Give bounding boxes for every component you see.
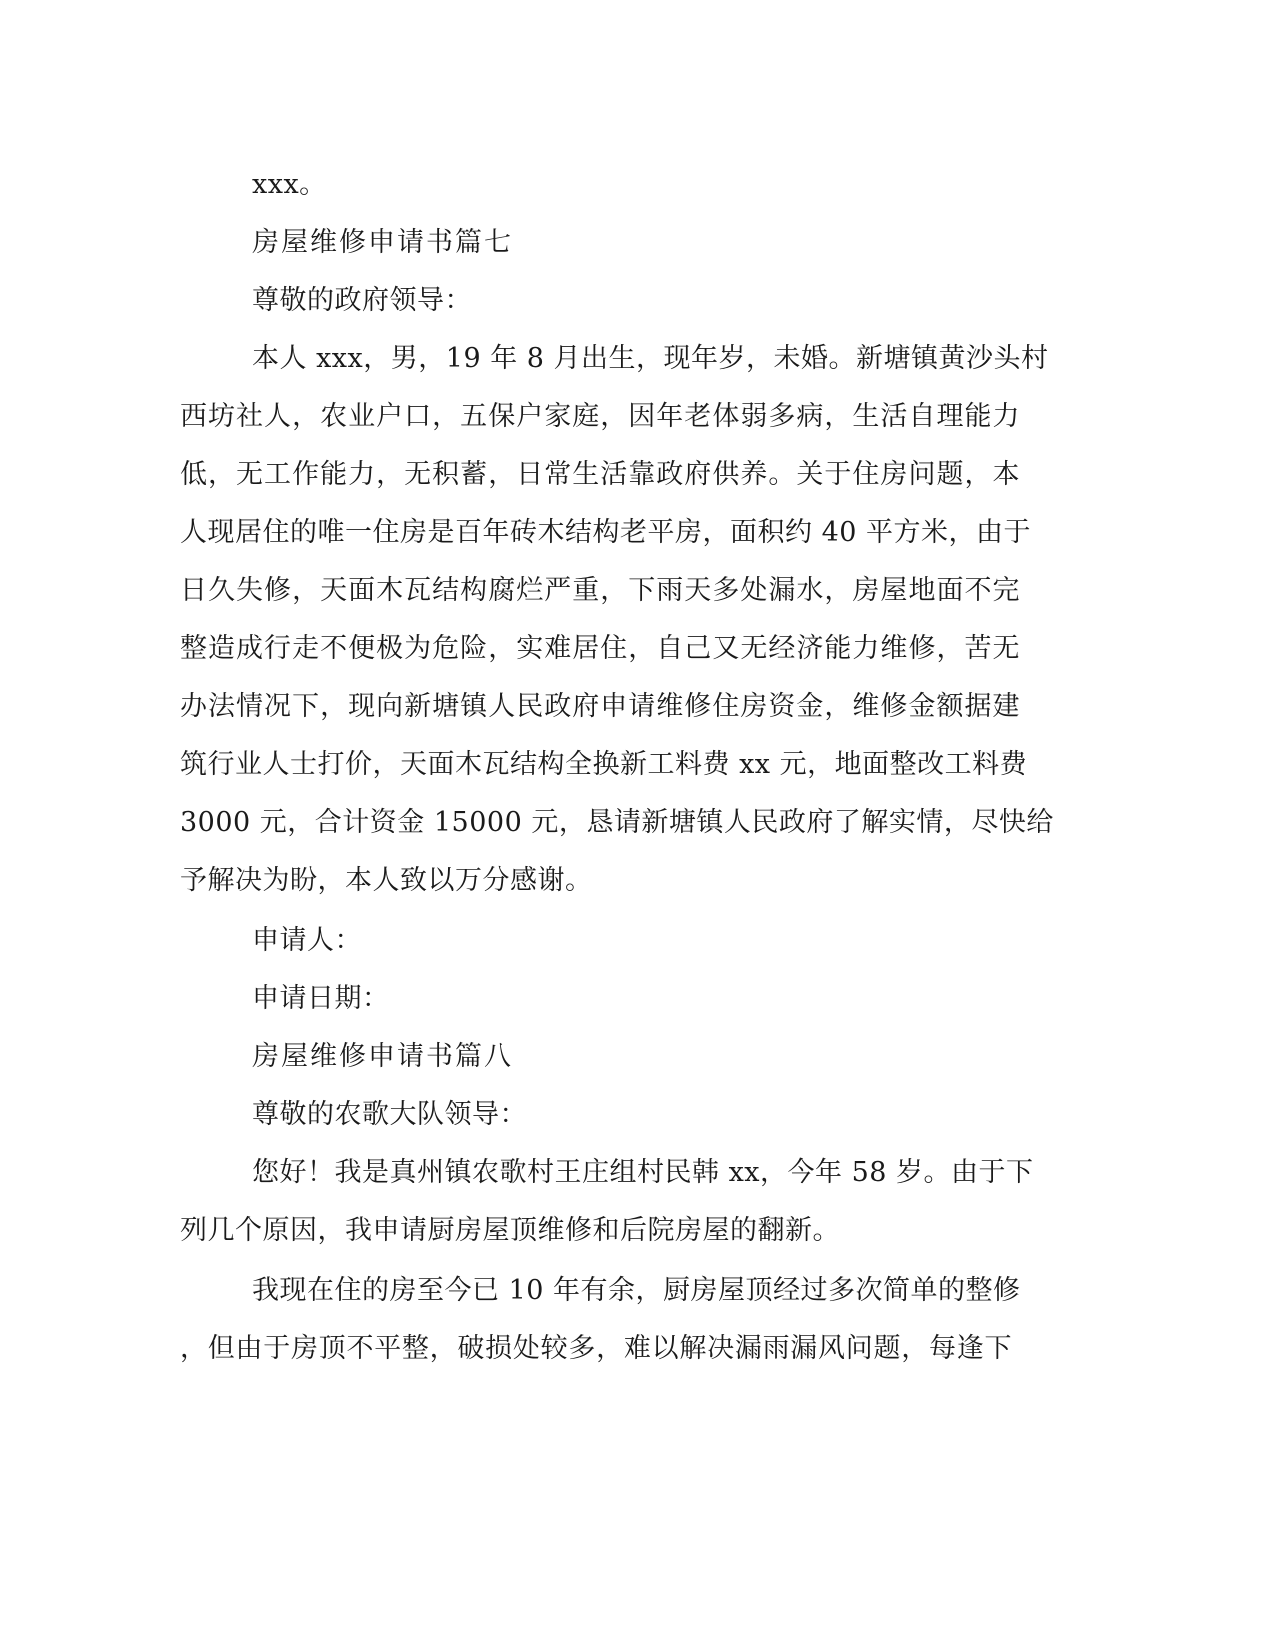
salutation: 尊敬的农歌大队领导：	[252, 1099, 527, 1130]
paragraph-line: 日久失修，天面木瓦结构腐烂严重，下雨天多处漏水，房屋地面不完	[180, 575, 1020, 606]
section-title: 房屋维修申请书篇七	[252, 227, 513, 258]
paragraph-line: 人现居住的唯一住房是百年砖木结构老平房，面积约 40 平方米，由于	[180, 517, 1032, 548]
applicant-label: 申请人：	[252, 925, 362, 956]
paragraph-line: ，但由于房顶不平整，破损处较多，难以解决漏雨漏风问题，每逢下	[180, 1333, 1012, 1364]
paragraph-line: 予解决为盼，本人致以万分感谢。	[180, 865, 593, 896]
salutation: 尊敬的政府领导：	[252, 285, 472, 316]
section-title: 房屋维修申请书篇八	[252, 1041, 513, 1072]
paragraph-line: 筑行业人士打价，天面木瓦结构全换新工料费 xx 元，地面整改工料费	[180, 749, 1028, 780]
paragraph-line: 3000 元，合计资金 15000 元，恳请新塘镇人民政府了解实情，尽快给	[180, 807, 1054, 838]
text-line: xxx。	[252, 169, 327, 200]
paragraph-line: 您好！我是真州镇农歌村王庄组村民韩 xx，今年 58 岁。由于下	[252, 1157, 1034, 1188]
application-date-label: 申请日期：	[252, 983, 390, 1014]
paragraph-line: 本人 xxx，男，19 年 8 月出生，现年岁，未婚。新塘镇黄沙头村	[252, 343, 1049, 374]
paragraph-line: 整造成行走不便极为危险，实难居住，自己又无经济能力维修，苦无	[180, 633, 1020, 664]
paragraph-line: 我现在住的房至今已 10 年有余，厨房屋顶经过多次简单的整修	[252, 1275, 1021, 1306]
paragraph-line: 低，无工作能力，无积蓄，日常生活靠政府供养。关于住房问题，本	[180, 459, 1020, 490]
paragraph-line: 办法情况下，现向新塘镇人民政府申请维修住房资金，维修金额据建	[180, 691, 1020, 722]
paragraph-line: 西坊社人，农业户口，五保户家庭，因年老体弱多病，生活自理能力	[180, 401, 1020, 432]
paragraph-line: 列几个原因，我申请厨房屋顶维修和后院房屋的翻新。	[180, 1215, 840, 1246]
